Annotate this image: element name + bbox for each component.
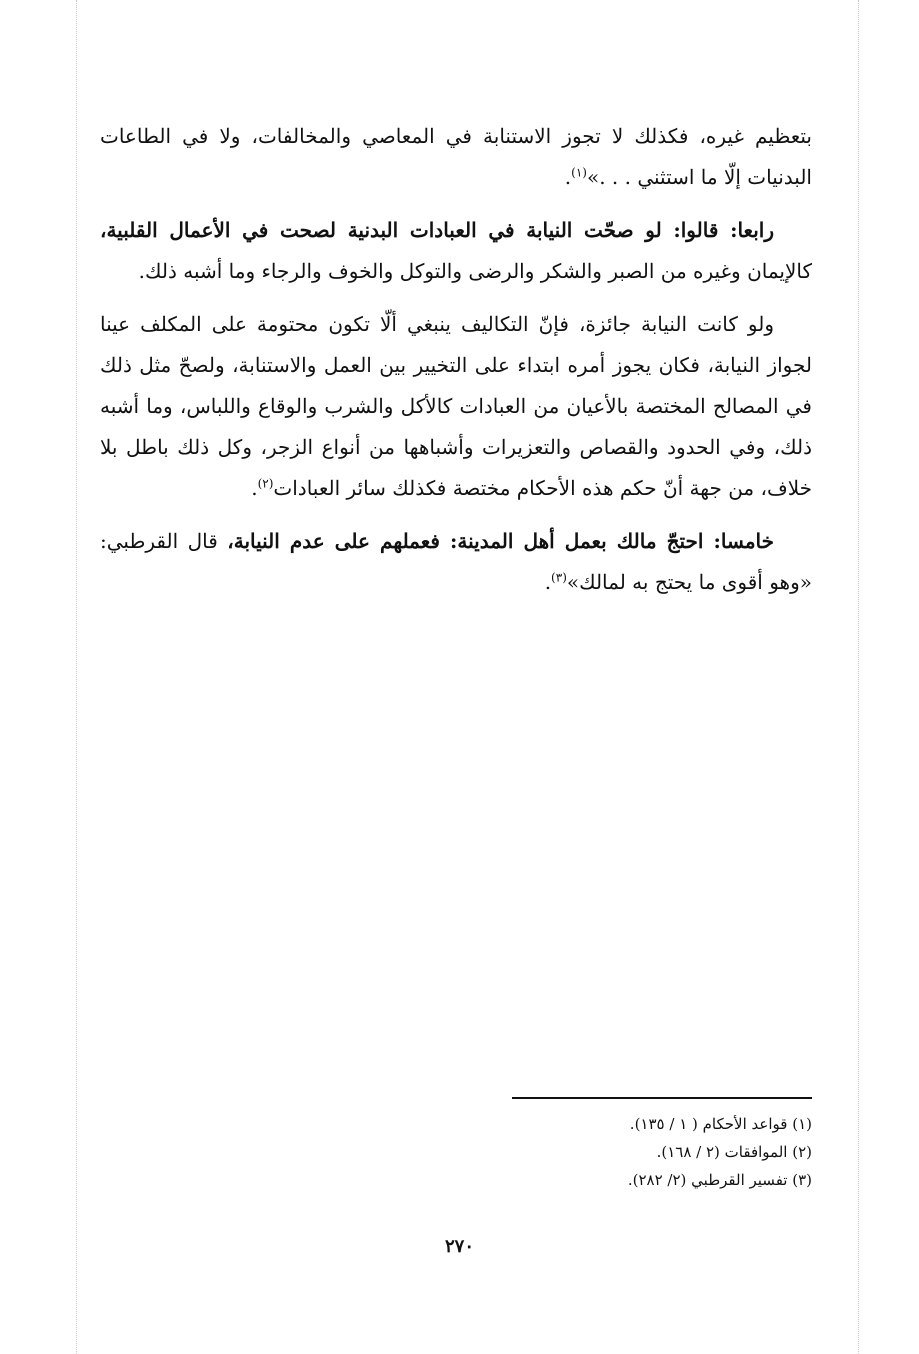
footnote-marker: (٣) [551,570,567,585]
page-number: ٢٧٠ [444,1236,474,1257]
footnote-marker: (٢) [257,476,274,491]
margin-guide-line [76,0,77,1354]
paragraph-text: قال القرطبي: «وهو أقوى ما يحتج به لمالك» [100,529,812,594]
paragraph-1 [100,116,812,198]
paragraph-text: كالإيمان وغيره من الصبر والشكر والرضى والتوكل والخوف والرجاء وما أشبه ذلك. [138,259,812,283]
main-text [100,116,812,615]
footnote-1: (١) قواعد الأحكام ( ١ / ١٣٥). [629,1115,812,1133]
footnote-3: (٣) تفسير القرطبي (٢/ ٢٨٢). [627,1171,812,1189]
paragraph-text: ولو كانت النيابة جائزة، فإنّ التكاليف ينبغي ألّا تكون محتومة على المكلف عينا لجواز النيابة، فكان يجوز أمره ابتداء على التخيير بين العمل والاستنابة، ولصحّ مثل ذلك في المصالح المختصة بالأعيان من العبادات كالأكل والشرب والوقاع واللباس، وما أشبه ذلك، وفي الحدود والقصاص والتعزيرات وأشباهها من أنواع الزجر، وكل ذلك باطل بلا خلاف، من جهة أنّ حكم هذه الأحكام مختصة فكذلك سائر العبادات [100,312,812,500]
paragraph-lead: رابعا: قالوا: لو صحّت النيابة في العبادات البدنية لصحت في الأعمال القلبية، [100,218,774,242]
paragraph-end: . [251,476,258,500]
margin-guide-line [858,0,859,1354]
footnote-marker: (١) [571,165,587,180]
footnote-separator [512,1097,812,1099]
paragraph-2 [100,210,812,292]
paragraph-4 [100,521,812,603]
paragraph-end: . [544,570,552,594]
footnotes [300,1110,812,1194]
paragraph-text: بتعظيم غيره، فكذلك لا تجوز الاستنابة في المعاصي والمخالفات، ولا في الطاعات البدنيات إلّا ما استثني . . .» [100,124,812,189]
paragraph-end: . [564,165,572,189]
paragraph-lead: خامسا: احتجّ مالك بعمل أهل المدينة: فعملهم على عدم النيابة، [227,529,774,553]
paragraph-3 [100,304,812,509]
footnote-2: (٢) الموافقات (٢ / ١٦٨). [656,1143,812,1161]
